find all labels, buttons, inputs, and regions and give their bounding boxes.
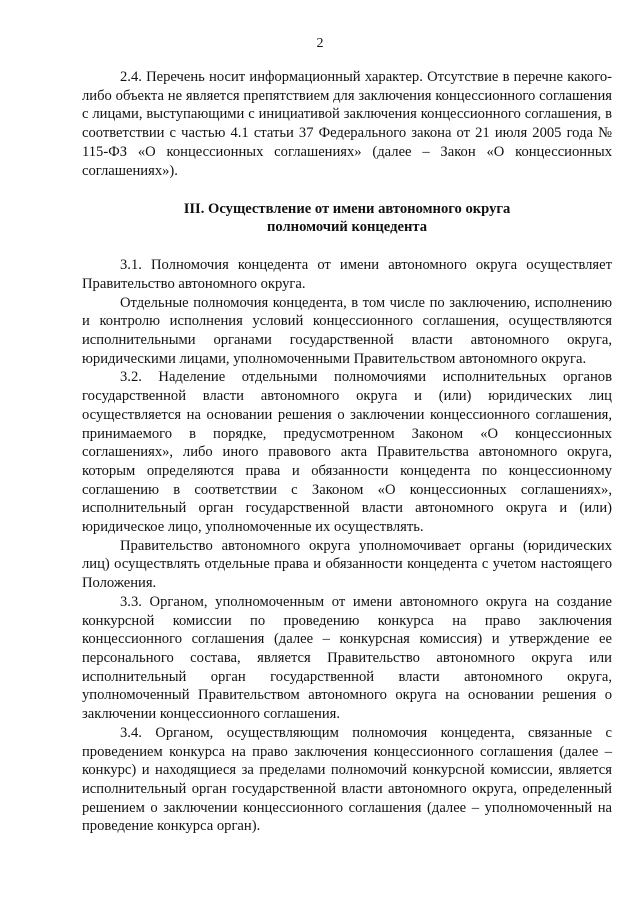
paragraph-3-1: 3.1. Полномочия концедента от имени автономного округа осуществляет Правительство автономного округа. — [82, 257, 612, 292]
section-heading — [82, 200, 612, 236]
section-heading-line-2: полномочий концедента — [266, 219, 428, 236]
section-heading-line-1: III. Осуществление от имени автономного округа — [183, 201, 511, 218]
paragraph-3-2-continued: Правительство автономного округа уполномочивает органы (юридических лиц) осуществлять отдельные права и обязанности концедента с учетом настоящего Положения. — [82, 537, 612, 592]
document-body — [82, 68, 612, 836]
paragraph-3-4: 3.4. Органом, осуществляющим полномочия концедента, связанные с проведением конкурса на право заключения концессионного соглашения (далее – конкурс) и находящиеся за пределами полномочий конкурсной комиссии, является исполнительный орган государственной власти автономного округа, определенный решением о заключении концессионного соглашения (далее – уполномоченный на проведение конкурса орган). — [82, 724, 612, 835]
paragraph-3-3: 3.3. Органом, уполномоченным от имени автономного округа на создание конкурсной комиссии по проведению конкурса на право заключения концессионного соглашения (далее – конкурсная комиссия) и утверждение ее персонального состава, является Правительство автономного округа или исполнительный орган государственной власти автономного округа, уполномоченный Правительством автономного округа на основании решения о заключении концессионного соглашения. — [82, 593, 612, 723]
paragraph-3-2: 3.2. Наделение отдельными полномочиями исполнительных органов государственной власти автономного округа и (или) юридических лиц осуществляется на основании решения о заключении концессионного соглашения, принимаемого в порядке, предусмотренном Законом «О концессионных соглашениях», либо иного правового акта Правительства автономного округа, которым определяются права и обязанности концедента по концессионному соглашению в соответствии с Законом «О концессионных соглашениях», исполнительный орган государственной власти автономного округа и (или) юридическое лицо, уполномоченные их осуществлять. — [82, 369, 612, 536]
page-number: 2 — [316, 36, 324, 51]
paragraph-3-1-continued: Отдельные полномочия концедента, в том числе по заключению, исполнению и контролю исполнения условий концессионного соглашения, осуществляются исполнительными органами государственной власти автономного округа, юридическими лицами, уполномоченными Правительством автономного округа. — [82, 294, 612, 367]
paragraph-2-4: 2.4. Перечень носит информационный характер. Отсутствие в перечне какого-либо объекта не является препятствием для заключения концессионного соглашения с лицами, выступающими с инициативой заключения концессионного соглашения, в соответствии с частью 4.1 статьи 37 Федерального закона от 21 июля 2005 года № 115-ФЗ «О концессионных соглашениях» (далее – Закон «О концессионных соглашениях»). — [82, 69, 612, 179]
